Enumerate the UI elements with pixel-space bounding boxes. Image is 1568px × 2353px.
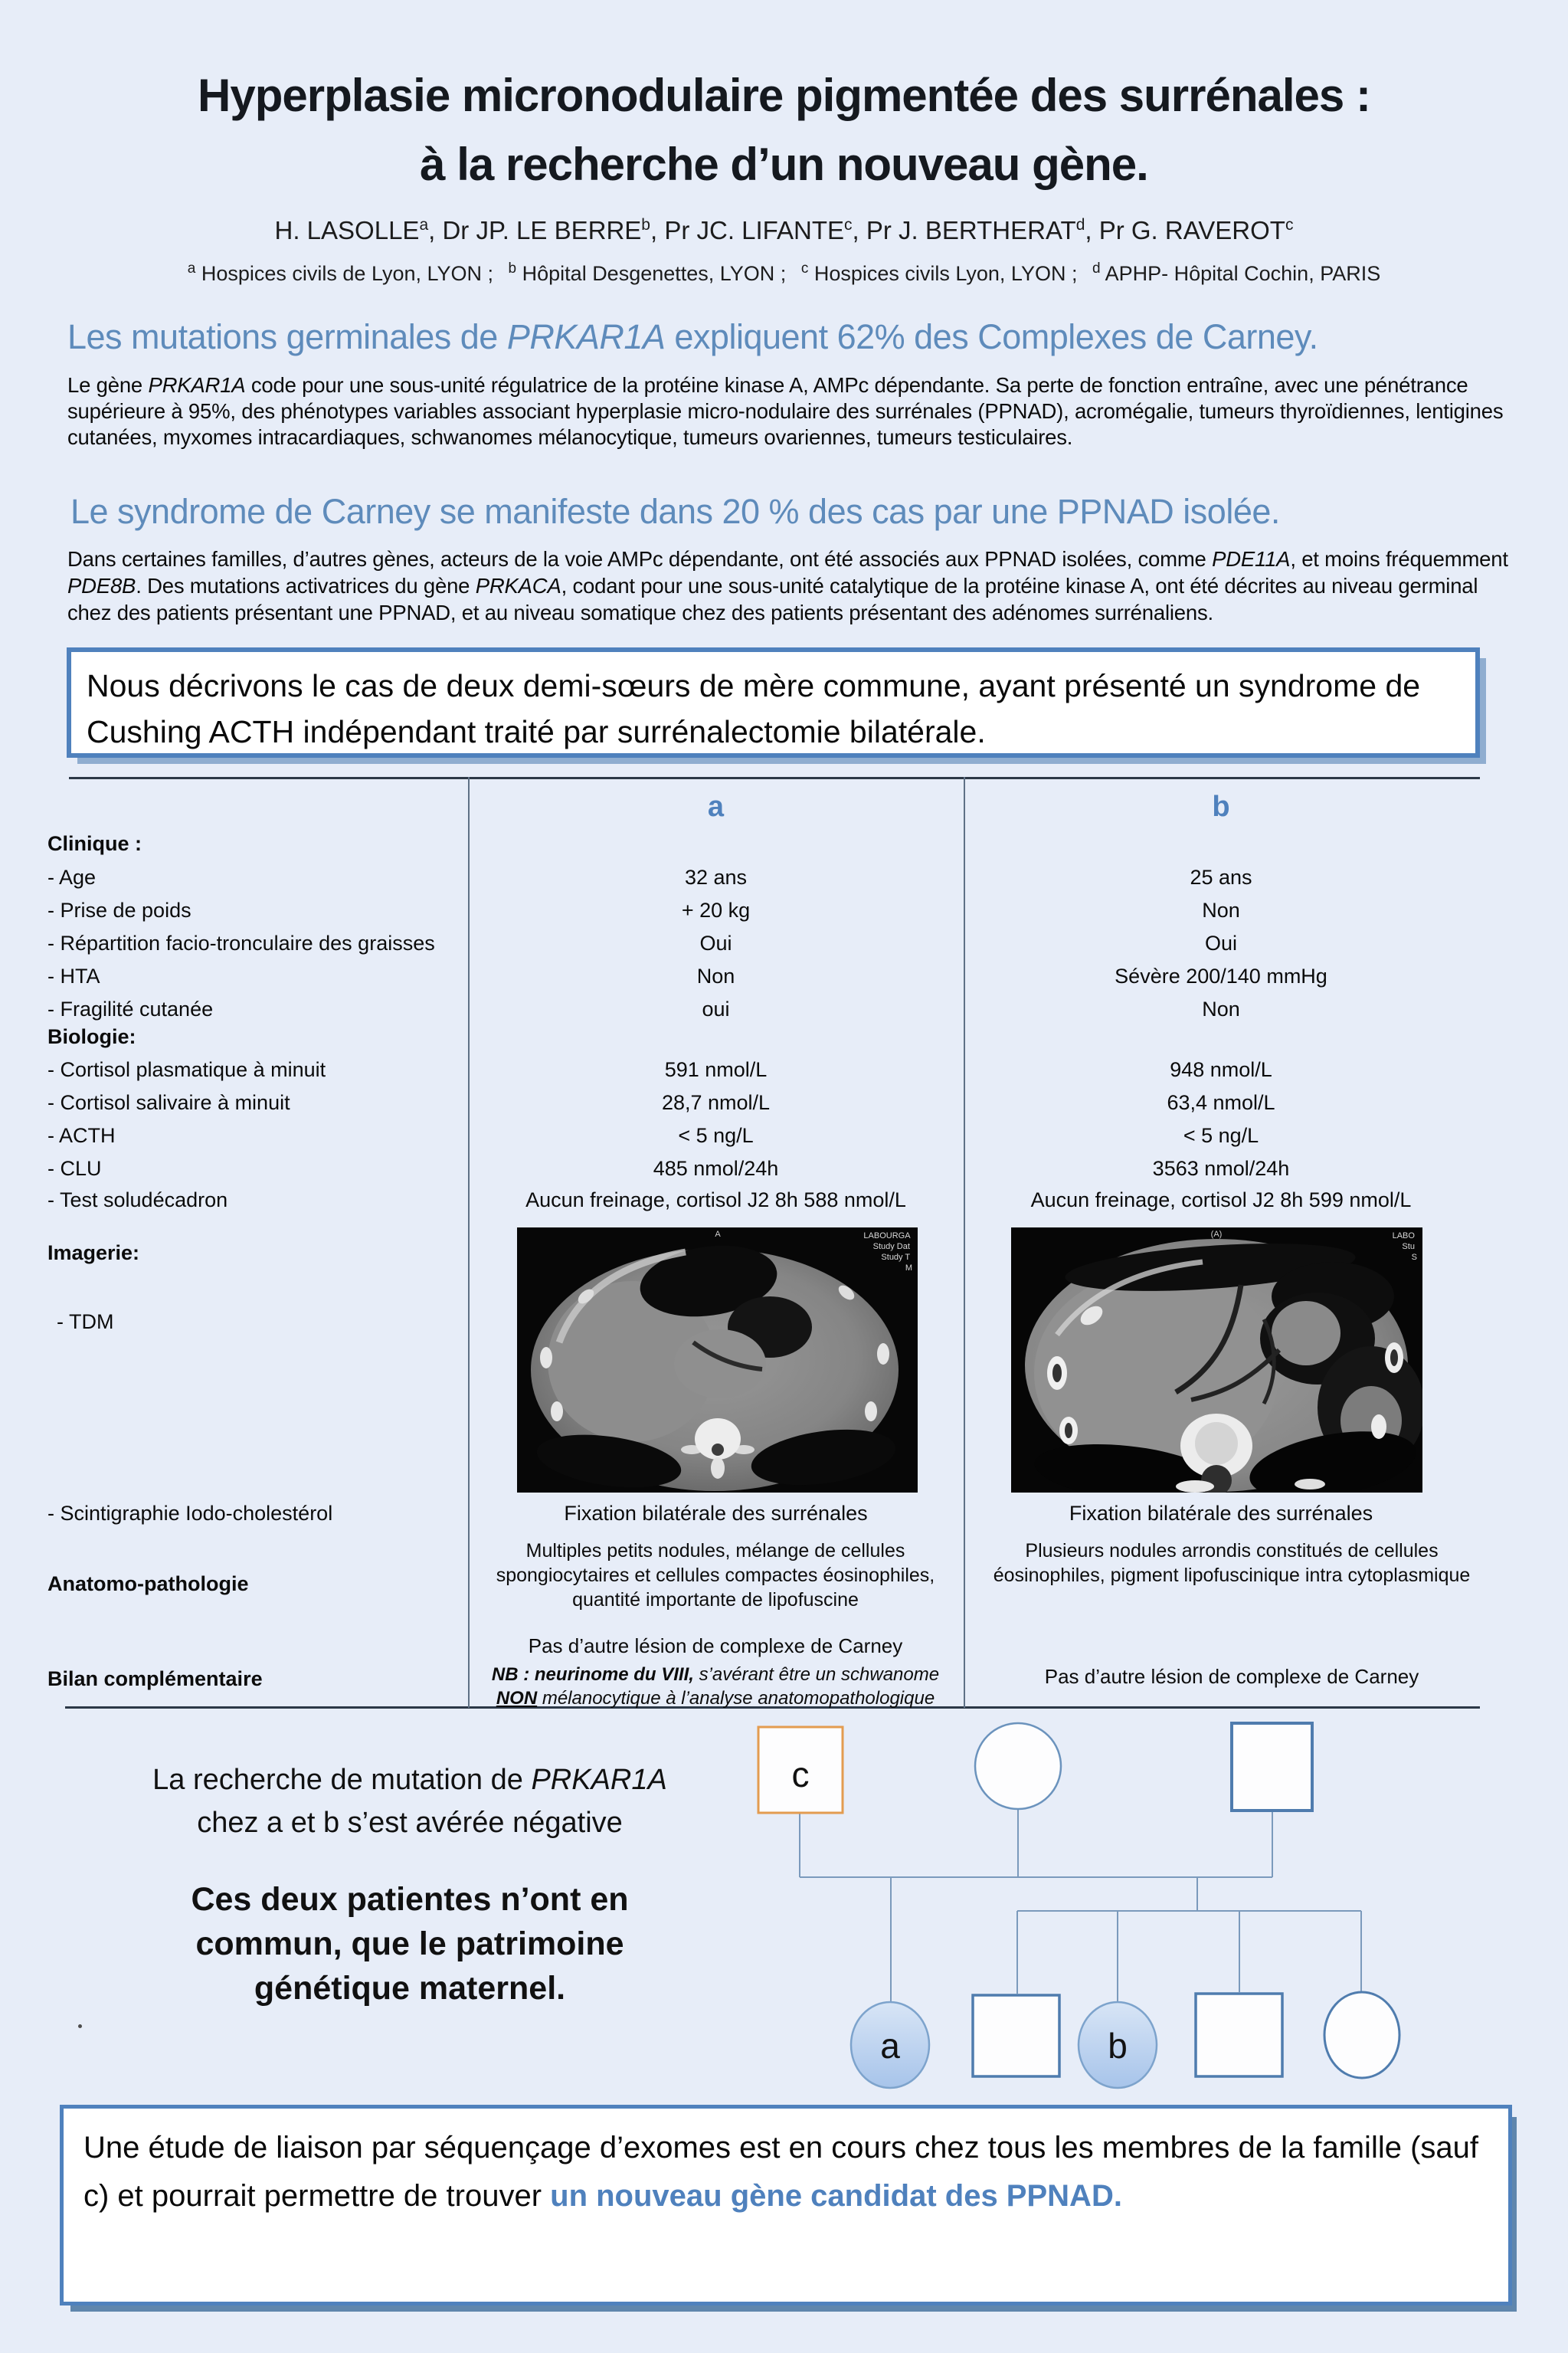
pedigree-label-a: a	[880, 2026, 900, 2066]
anatomo-cell-a: Multiples petits nodules, mélange de cellules spongiocytaires et cellules compactes éosinophiles, quantité importante de lipofuscine	[496, 1540, 935, 1611]
ct-scan-a-image	[517, 1227, 918, 1496]
title-line-1: Hyperplasie micronodulaire pigmentée des surrénales :	[198, 70, 1370, 121]
genetics-note: La recherche de mutation de PRKAR1A chez a et b s’est avérée négative	[152, 1764, 667, 1839]
table-row: - Scintigraphie Iodo-cholestérol Fixation bilatérale des surrénales Fixation bilatérale des surrénales	[47, 1502, 1373, 1525]
ct-b-top-label: (A)	[1210, 1230, 1223, 1239]
table-top-border	[69, 777, 1480, 779]
case-statement-box	[67, 647, 1480, 758]
pedigree-square-sibling1	[973, 1995, 1059, 2076]
anatomo-label: Anatomo-pathologie	[47, 1572, 249, 1595]
bilan-label: Bilan complémentaire	[47, 1667, 263, 1690]
table-row: - HTA Non Sévère 200/140 mmHg	[47, 965, 1327, 988]
section2-heading: Le syndrome de Carney se manifeste dans 20 % des cas par une PPNAD isolée.	[70, 492, 1280, 531]
pedigree-circle-mother	[975, 1723, 1061, 1809]
anatomo-cell-b: Plusieurs nodules arrondis constitués de cellules éosinophiles, pigment lipofuscinique intra cytoplasmique	[993, 1540, 1471, 1586]
ct-b-corner-text: LABO Stu S	[1392, 1231, 1417, 1262]
imagerie-label: Imagerie:	[47, 1241, 140, 1264]
bilan-cell-a-nb: NB : neurinome du VIII, s’avérant être un schwanome NON mélanocytique à l’analyse anatomopathologique	[491, 1664, 940, 1709]
pedigree-label-c: c	[791, 1755, 810, 1794]
conclusion-box-highlight: un nouveau gène candidat des PPNAD.	[550, 2179, 1122, 2213]
pedigree-diagram	[728, 1716, 1417, 2103]
tdm-label: - TDM	[57, 1310, 114, 1333]
section1-heading: Les mutations germinales de PRKAR1A expliquent 62% des Complexes de Carney.	[67, 317, 1318, 356]
table-row: - Cortisol plasmatique à minuit 591 nmol/L 948 nmol/L	[47, 1058, 1272, 1081]
bilan-cell-a-line: Pas d’autre lésion de complexe de Carney	[528, 1634, 903, 1657]
table-row: - Age 32 ans 25 ans	[47, 866, 1252, 889]
author: H. LASOLLE$^a$	[274, 216, 429, 244]
title-line-2: à la recherche d’un nouveau gène.	[420, 139, 1148, 190]
table-row: - Prise de poids + 20 kg Non	[47, 899, 1240, 922]
affiliations-line: $^a$ Hospices civils de Lyon, LYON ; $^b$ Hôpital Desgenettes, LYON ; $^c$ Hospices civils Lyon, LYON ; $^d$ APHP- Hôpital Cochin, PARIS	[187, 261, 1381, 285]
bilan-cell-b: Pas d’autre lésion de complexe de Carney	[1044, 1665, 1419, 1688]
case-statement-text: Nous décrivons le cas de deux demi-sœurs de mère commune, ayant présenté un syndrome de Cushing ACTH indépendant traité par surrénalectomie bilatérale.	[87, 668, 1421, 749]
table-row: - Répartition facio-tronculaire des graisses Oui Oui	[47, 932, 1238, 955]
ct-a-top-label: A	[715, 1230, 721, 1239]
stray-dot	[78, 2024, 82, 2028]
pedigree-square-father	[1232, 1723, 1312, 1811]
table-header-row	[47, 791, 1478, 824]
author: , Pr JC. LIFANTE$^c$	[650, 216, 853, 244]
authors-line	[0, 216, 1568, 245]
table-row: - Test soludécadron Aucun freinage, cortisol J2 8h 588 nmol/L Aucun freinage, cortisol J2 8h 599 nmol/L	[47, 1188, 1412, 1211]
table-row: - ACTH < 5 ng/L < 5 ng/L	[47, 1124, 1259, 1147]
author: , Pr J. BERTHERAT$^d$	[852, 216, 1085, 244]
section2-paragraph: Dans certaines familles, d’autres gènes, acteurs de la voie AMPc dépendante, ont été associés aux PPNAD isolées, comme PDE11A, et moins fréquemment PDE8B. Des mutations activatrices du gène PRKACA, codant pour une sous-unité catalytique de la protéine kinase A, ont été décrites au niveau germinal chez des patients présentant une PPNAD, et au niveau somatique chez des patients présentant des adénomes surrénaliens.	[67, 547, 1508, 624]
pedigree-square-sibling2	[1196, 1994, 1282, 2076]
author: , Pr G. RAVEROT$^c$	[1085, 216, 1294, 244]
page-title	[0, 61, 1568, 199]
author: , Dr JP. LE BERRE$^b$	[428, 216, 650, 244]
table-row: - Cortisol salivaire à minuit 28,7 nmol/L 63,4 nmol/L	[47, 1091, 1275, 1114]
conclusion-box-text: Une étude de liaison par séquençage d’exomes est en cours chez tous les membres de la famille (sauf c) et pourrait permettre de trouver	[83, 2131, 1478, 2213]
conclusion-box	[60, 2105, 1512, 2305]
pedigree-lines	[800, 1809, 1361, 2001]
table-row: Clinique :	[47, 832, 142, 855]
table-row: - CLU 485 nmol/24h 3563 nmol/24h	[47, 1157, 1290, 1180]
ct-scan-b-image	[1011, 1227, 1422, 1496]
section1-paragraph: Le gène PRKAR1A code pour une sous-unité régulatrice de la protéine kinase A, AMPc dépendante. Sa perte de fonction entraîne, avec une pénétrance supérieure à 95%, des phénotypes variables associant hyperplasie micro-nodulaire des surrénales (PPNAD), acromégalie, tumeurs thyroïdiennes, lentigines cutanées, myxomes intracardiaques, schwanomes mélanocytique, tumeurs ovariennes, tumeurs testiculaires.	[67, 373, 1504, 449]
table-row: Biologie:	[47, 1025, 136, 1048]
table-row: - Fragilité cutanée oui Non	[47, 998, 1240, 1021]
pedigree-circle-sibling3	[1324, 1992, 1399, 2078]
pedigree-label-b: b	[1108, 2026, 1128, 2066]
column-header-a: a	[707, 791, 725, 823]
column-header-b: b	[1212, 791, 1230, 823]
ct-a-corner-text: LABOURGA Study Dat Study T M	[863, 1231, 912, 1273]
conclusion-statement: Ces deux patientes n’ont en commun, que le patrimoine génétique maternel.	[191, 1881, 629, 2007]
